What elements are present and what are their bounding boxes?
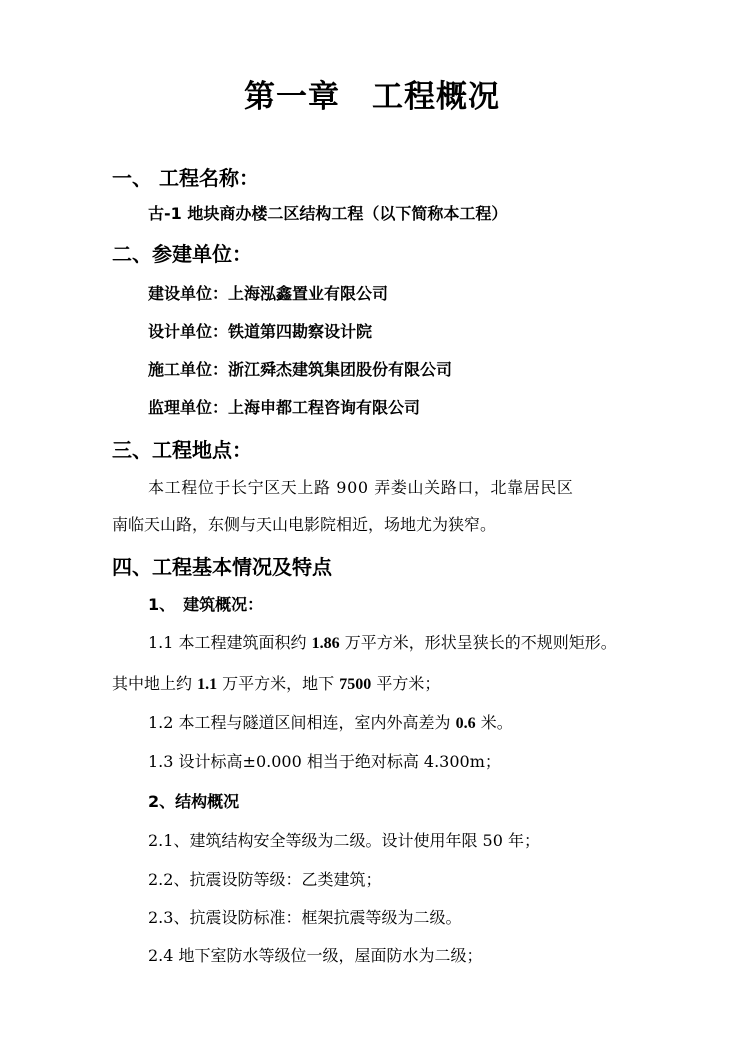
structure-item-2-2: 2.2、抗震设防等级：乙类建筑； xyxy=(148,870,382,889)
participant-contractor-unit: 施工单位：浙江舜杰建筑集团股份有限公司 xyxy=(148,360,453,379)
location-paragraph-line-2: 南临天山路，东侧与天山电影院相近，场地尤为狭窄。 xyxy=(112,515,497,534)
participant-construction-unit: 建设单位：上海泓鑫置业有限公司 xyxy=(148,284,389,303)
section-heading-participants: 二、参建单位： xyxy=(112,242,252,266)
architecture-item-1-3: 1.3 设计标高±0.000 相当于绝对标高 4.300m； xyxy=(148,752,501,771)
architecture-item-1-1-continued xyxy=(112,676,440,693)
subsection-heading-architecture: 1、 建筑概况： xyxy=(148,595,264,614)
participant-design-unit: 设计单位：铁道第四勘察设计院 xyxy=(148,322,373,341)
participant-supervision-unit: 监理单位：上海申都工程咨询有限公司 xyxy=(148,398,421,417)
item-1-2-prefix: 1.2 本工程与隧道区间相连，室内外高差为 xyxy=(148,713,456,732)
item-1-1b-above-ground-value: 1.1 xyxy=(197,676,218,693)
item-1-1-suffix: 万平方米，形状呈狭长的不规则矩形。 xyxy=(339,633,617,652)
architecture-item-1-2 xyxy=(148,715,513,732)
structure-item-2-3: 2.3、抗震设防标准：框架抗震等级为二级。 xyxy=(148,908,462,927)
item-1-1b-underground-value: 7500 xyxy=(339,676,372,693)
item-1-2-height-diff-value: 0.6 xyxy=(455,715,476,732)
structure-item-2-1: 2.1、建筑结构安全等级为二级。设计使用年限 50 年； xyxy=(148,831,540,850)
item-1-2-suffix: 米。 xyxy=(475,713,513,732)
section-heading-basic-info: 四、工程基本情况及特点 xyxy=(112,555,332,579)
section-heading-location: 三、工程地点： xyxy=(112,438,252,462)
structure-item-2-4: 2.4 地下室防水等级位一级，屋面防水为二级； xyxy=(148,946,483,965)
item-1-1-prefix: 1.1 本工程建筑面积约 xyxy=(148,633,312,652)
item-1-1b-middle: 万平方米，地下 xyxy=(217,674,340,693)
item-1-1b-prefix: 其中地上约 xyxy=(112,674,198,693)
page-title: 第一章 工程概况 xyxy=(244,79,500,115)
subsection-heading-structure: 2、结构概况 xyxy=(148,792,240,811)
item-1-1-area-value: 1.86 xyxy=(311,635,340,652)
section-heading-project-name: 一、 工程名称： xyxy=(112,166,259,190)
project-name-text: 古-1 地块商办楼二区结构工程（以下简称本工程） xyxy=(148,204,508,223)
item-1-1b-suffix: 平方米； xyxy=(371,674,441,693)
architecture-item-1-1 xyxy=(148,635,617,652)
location-paragraph-line-1: 本工程位于长宁区天上路 900 弄娄山关路口，北靠居民区 xyxy=(148,478,574,497)
